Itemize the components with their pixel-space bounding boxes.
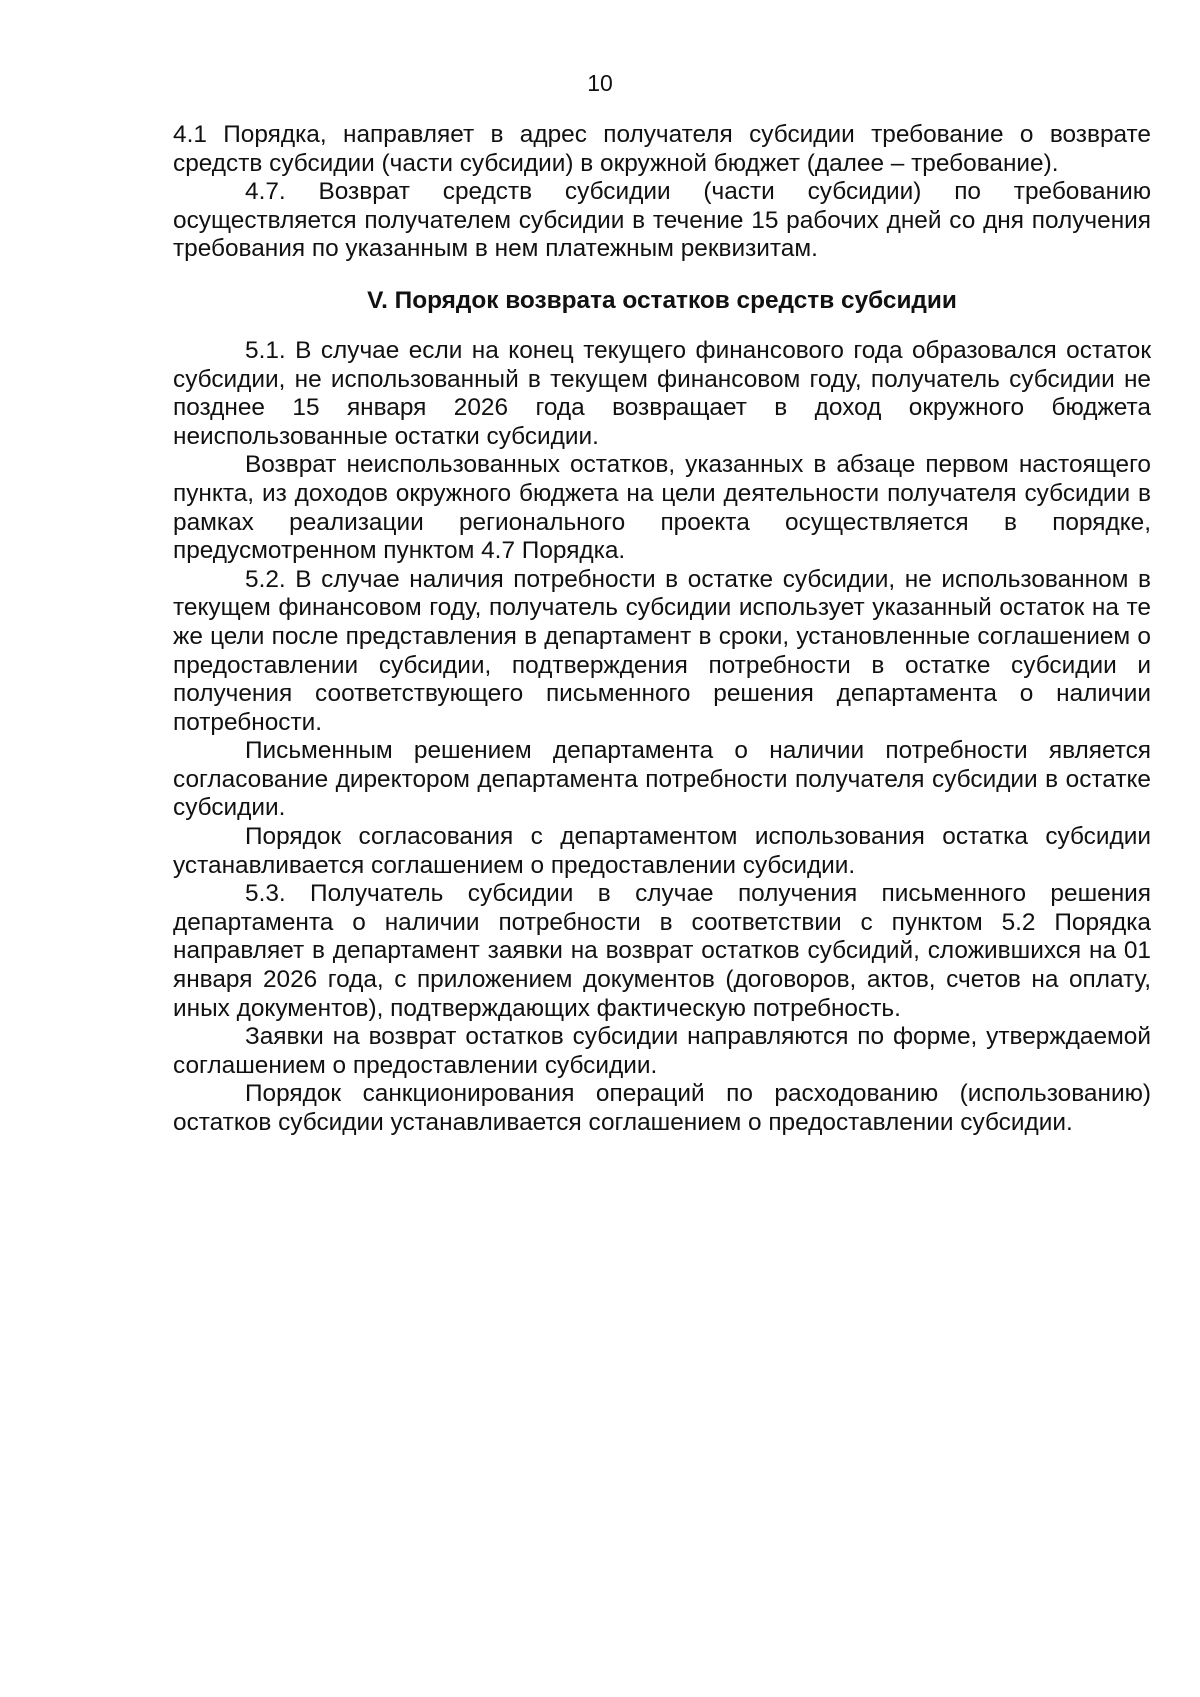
paragraph-5-2: 5.2. В случае наличия потребности в остатке субсидии, не использованном в текущем финансовом году, получатель субсидии использует указанный остаток на те же цели после представления в департамент в сроки, установленные соглашением о предоставлении субсидии, подтверждения потребности в остатке субсидии и получения соответствующего письменного решения департамента о наличии потребности. <box>173 565 1151 736</box>
section-heading: V. Порядок возврата остатков средств субсидии <box>367 286 957 314</box>
paragraph-5-3-form: Заявки на возврат остатков субсидии направляются по форме, утверждаемой соглашением о предоставлении субсидии. <box>173 1023 1151 1079</box>
paragraph-4-1-continuation: 4.1 Порядка, направляет в адрес получателя субсидии требование о возврате средств субсидии (части субсидии) в окружной бюджет (далее – требование). <box>173 121 1151 177</box>
paragraph-5-1-return: Возврат неиспользованных остатков, указанных в абзаце первом настоящего пункта, из доходов окружного бюджета на цели деятельности получателя субсидии в рамках реализации регионального проекта осуществляется в порядке, предусмотренном пунктом 4.7 Порядка. <box>173 451 1151 565</box>
page-number: 10 <box>587 70 613 96</box>
document-body <box>173 121 1151 1138</box>
paragraph-4-7: 4.7. Возврат средств субсидии (части субсидии) по требованию осуществляется получателем субсидии в течение 15 рабочих дней со дня получения требования по указанным в нем платежным реквизитам. <box>173 178 1151 263</box>
paragraph-5-2-approval: Порядок согласования с департаментом использования остатка субсидии устанавливается соглашением о предоставлении субсидии. <box>173 823 1151 879</box>
paragraph-5-3: 5.3. Получатель субсидии в случае получения письменного решения департамента о наличии потребности в соответствии с пунктом 5.2 Порядка направляет в департамент заявки на возврат остатков субсидий, сложившихся на 01 января 2026 года, с приложением документов (договоров, актов, счетов на оплату, иных документов), подтверждающих фактическую потребность. <box>173 880 1151 1022</box>
paragraph-5-1: 5.1. В случае если на конец текущего финансового года образовался остаток субсидии, не использованный в текущем финансовом году, получатель субсидии не позднее 15 января 2026 года возвращает в доход окружного бюджета неиспользованные остатки субсидии. <box>173 336 1151 450</box>
paragraph-5-2-decision: Письменным решением департамента о наличии потребности является согласование директором департамента потребности получателя субсидии в остатке субсидии. <box>173 737 1151 822</box>
paragraph-5-3-authorization: Порядок санкционирования операций по расходованию (использованию) остатков субсидии устанавливается соглашением о предоставлении субсидии. <box>173 1080 1151 1136</box>
